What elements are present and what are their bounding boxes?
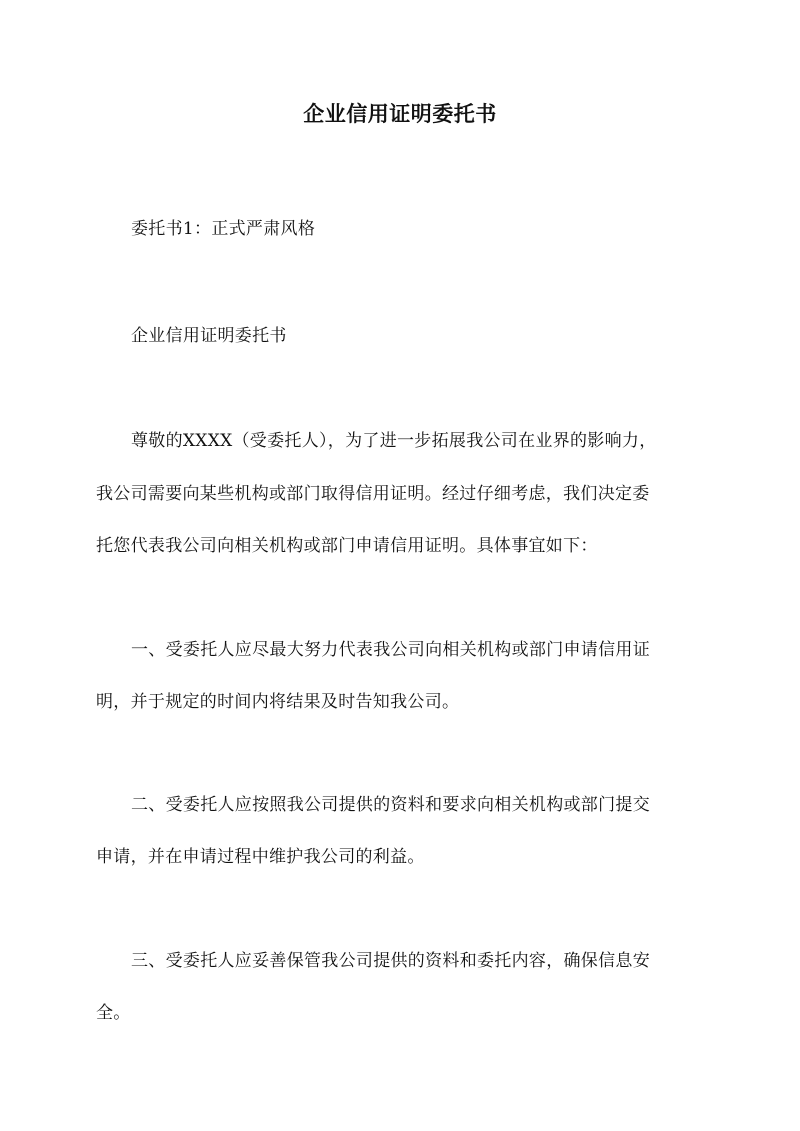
section-heading: 企业信用证明委托书: [131, 326, 287, 346]
subtitle: 委托书1：正式严肃风格: [131, 219, 316, 239]
item-3-line-2: 全。: [96, 1003, 131, 1023]
intro-line-1: 尊敬的XXXX（受委托人），为了进一步拓展我公司在业界的影响力，: [131, 431, 657, 451]
item-2-line-2: 申请，并在申请过程中维护我公司的利益。: [96, 847, 425, 867]
document-title: 企业信用证明委托书: [303, 101, 497, 126]
item-2-line-1: 二、受委托人应按照我公司提供的资料和要求向相关机构或部门提交: [131, 795, 650, 815]
item-1-line-2: 明，并于规定的时间内将结果及时告知我公司。: [96, 692, 460, 712]
intro-line-3: 托您代表我公司向相关机构或部门申请信用证明。具体事宜如下：: [96, 536, 598, 556]
intro-line-2: 我公司需要向某些机构或部门取得信用证明。经过仔细考虑，我们决定委: [96, 484, 650, 504]
item-3-line-1: 三、受委托人应妥善保管我公司提供的资料和委托内容，确保信息安: [131, 951, 650, 971]
item-1-line-1: 一、受委托人应尽最大努力代表我公司向相关机构或部门申请信用证: [131, 640, 650, 660]
